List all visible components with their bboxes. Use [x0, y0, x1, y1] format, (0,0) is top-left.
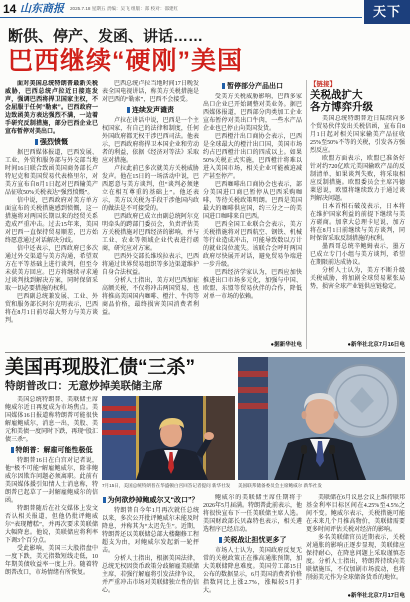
- body-paragraph: 卢拉在讲话中说，巴西是一个主权国家，有自己的法律和制度，任何外国政府都无权干涉巴西司法。他表示，巴西政府将捍卫本国企业和劳动者的利益，依据《经济对等法》采取应对措施。: [102, 118, 199, 164]
- page-number: 14: [3, 2, 17, 16]
- story1-column-3: [203, 80, 302, 349]
- body-paragraph: 多名美联储官员近期表示，关税对通胀的影响正逐步显现，美联储应保持耐心，在降息问题上采取谨慎态度。分析人士指出，特朗普持续向美联储施压，不仅加剧市场波动，也将削弱美元作为全球储备货币的地位。: [306, 535, 405, 581]
- body-paragraph: 巴西橙汁出口商协会表示，巴西是全球最大的橙汁出口国，美国市场约占巴西橙汁出口的四成以上。如果50%关税正式实施，巴西橙汁将难以进入美国市场，相关企业可能被迫减产甚至停产。: [203, 134, 302, 180]
- story1-lead: 面对美国总统特朗普最新关税威胁，巴西总统卢拉近日接连发声，强调巴西将捍卫国家主权，不会屈服于任何“勒索”。巴西政府一边致函美方表达强烈不满，一边着手研究反制措施，部分巴西企业已宣布暂停对美出口。: [5, 81, 98, 135]
- body-paragraph: 巴西经济学家认为，巴西应加快推进出口市场多元化，加强与中国、欧盟、东盟等贸易伙伴的合作，降低对单一市场的依赖。: [203, 270, 302, 300]
- body-paragraph: 美国总统特朗普近日陆续向多个贸易伙伴发出关税信函，宣布自8月1日起对相关国家输美产品征收25%至50%不等的关税，引发各方强烈反应。: [310, 116, 405, 154]
- body-paragraph: 分析人士指出，根据美国法律，总统无权因货币政策分歧解雇美联储主席，若强行解雇将引发法律争议，并严重冲击市场对美联储独立性的信心。: [102, 556, 199, 594]
- trump-photo-image: [102, 396, 235, 480]
- section-badge: 天下: [364, 0, 410, 24]
- body-paragraph: 墨西哥总统辛鲍姆表示，墨方已成立专门小组与美方谈判，希望在期限前达成协议。: [310, 244, 405, 266]
- story2-subhead-1: 特朗普：解雇可能性极低: [5, 446, 98, 455]
- sidebar-text: [310, 115, 405, 341]
- trump-photo: [102, 396, 235, 480]
- body-paragraph: 特朗普自今年1月再次就任总统以来，多次公开批评鲍威尔未能及时降息，并称其为“太迟先生”。近期，特朗普还以美联储总部大楼翻修工程超支为由，对鲍威尔发起新一轮抨击。: [102, 508, 199, 554]
- trump-photo-caption: 7月15日，美国总统特朗普在华盛顿白宫回答记者提问 新华社发: [102, 483, 231, 488]
- story1-column-2: [102, 80, 199, 349]
- story1-link-sidebar: [306, 80, 405, 349]
- story2-column-4-text: [306, 494, 405, 592]
- story1-subhead-2: 连续发声谴责: [102, 106, 199, 115]
- story-divider: [5, 352, 405, 353]
- powell-photo: [238, 357, 405, 480]
- body-paragraph: 信中还表示，巴西政府已多次通过外交渠道与美方沟通，希望双方在平等基础上进行谈判，但至今未获美方回应。巴方将继续寻求通过谈判找到解决方案，同时保留采取一切必要措施的权利。: [5, 246, 98, 292]
- sidebar-label: 【链接】: [310, 81, 336, 88]
- body-paragraph: 卢拉此前已多次就美方关税威胁发声。他在15日的一场活动中说，巴西愿意与美方谈判，但“谈判必须建立在相互尊重的基础上”。他还表示，美方以关税为手段干涉他国内政的做法是不可接受的。: [102, 166, 199, 212]
- story2-column-2: [102, 494, 199, 600]
- body-paragraph: 美联储在6月议息会议上维持联邦基金利率目标区间在4.25%至4.5%之间不变。鲍威尔表示，关税措施可能在未来几个月推高物价，美联储需要更多时间评估关税对经济的影响。: [306, 495, 405, 533]
- body-paragraph: 据巴西媒体报道，巴西发展、工业、外贸和服务部与外交部当地时间16日联合致函美国商务部长卢特尼克和美国贸易代表格里尔，对美方宣布自8月1日起对巴西输美产品征收50%关税表达“强烈愤慨”。: [5, 150, 98, 196]
- story2-column-4: [306, 494, 405, 600]
- body-paragraph: 受此影响，美国三大股指盘中一度下跌，美元指数短线走低，10年期美债收益率一度上升。随着特朗普改口，市场情绪有所恢复。: [5, 546, 98, 576]
- story1-kicker: 断供、停产、发函、讲话……: [8, 28, 204, 45]
- body-paragraph: 巴西咖啡出口商协会也表示，部分美国进口商已暂停从巴西采购咖啡，等待关税政策明朗。巴西是美国最大的咖啡供应国，约三分之一的美国进口咖啡来自巴西。: [203, 182, 302, 220]
- story1-source: ●据新华社电: [270, 342, 302, 348]
- body-paragraph: 特朗普随后在社交媒体上发文否认相关报道，但他仍批评鲍威尔“表现糟糕”，并再次要求美联储大幅降息。他说，美联储应将利率下调3个百分点。: [5, 506, 98, 544]
- body-paragraph: 巴西副总统兼发展、工业、外贸和服务部长阿尔克明表示，巴西将在8月1日前尽最大努力与美方谈判。: [5, 294, 98, 324]
- body-paragraph: 巴西全国工业联合会表示，美方关税措施将对巴西航空、钢铁、机械等行业造成冲击，可能导致数以万计的就业岗位流失。该联合会呼吁两国政府尽快展开对话，避免贸易争端进一步升级。: [203, 222, 302, 268]
- story2-subhead-2: 为何欲炒掉鲍威尔又“改口”？: [102, 496, 199, 505]
- story2-headline: 美国再现股汇债“三杀”: [5, 357, 196, 378]
- story1-subhead-3: 暂停部分产品出口: [203, 82, 302, 91]
- story1-subhead-1: 强烈愤慨: [5, 138, 98, 147]
- body-paragraph: 鲍威尔的美联储主席任期将于2026年5月届满。特朗普此前表示，他将很快宣布下一任美联储主席人选。美国财政部长贝森特也表示，相关遴选程序已经启动。: [203, 495, 302, 533]
- sidebar-source: ●新华社北京7月16日电: [347, 342, 405, 348]
- powell-photo-image: [238, 357, 405, 480]
- body-paragraph: 美国总统特朗普、美联储主席鲍威尔近日再度成为市场焦点。美国媒体16日报道称特朗普可能很快解雇鲍威尔，消息一出，美股、美元和美债一度同时下跌，再现“股汇债三杀”。: [5, 397, 98, 443]
- sidebar-title-line-2: 各方博弈升级: [310, 101, 373, 113]
- body-paragraph: 巴西外交部长维埃拉表示，巴西将通过世界贸易组织等多边渠道维护自身合法权益。: [102, 254, 199, 276]
- body-paragraph: 受美方关税威胁影响，巴西多家出口企业已开始调整对美业务。据巴西媒体报道，巴西部分肉类加工企业宣布暂停对美出口牛肉，一些水产品企业也已停止向美国发货。: [203, 94, 302, 132]
- story1-column-3-text: [203, 93, 302, 341]
- newspaper-name: 山东商报: [20, 3, 64, 15]
- issue-meta: 2025.7.18 星期五 责编：吴飞 组版：郑 校对：邵建红: [70, 6, 179, 11]
- sidebar-title-line-1: 关税战扩大: [310, 89, 363, 101]
- body-paragraph: 日本首相石破茂表示，日本将在维护国家利益的前提下继续与美方磋商。加拿大总理卡尼说，加方将在8月1日前继续与美方谈判，同时保留采取反制措施的权利。: [310, 204, 405, 242]
- body-paragraph: 分析人士指出，美方对巴西加征高额关税，不仅将冲击两国贸易，也将推高美国国内咖啡、橙汁、牛肉等商品价格，最终损害美国消费者利益。: [102, 278, 199, 316]
- body-paragraph: 市场人士认为，美国政府反复无常的关税政策正在推高通胀预期，加大美联储降息难度。美国劳工部15日公布的数据显示，6月美国消费者价格指数同比上涨2.7%，涨幅较5月扩大。: [203, 548, 302, 594]
- story2-subtitle: 特朗普改口：无意炒掉美联储主席: [5, 380, 163, 392]
- body-paragraph: 巴西总统卢拉当地时间17日晚发表全国电视讲话，称美方关税措施是对巴西的“勒索”，巴西不会接受。: [102, 81, 199, 103]
- body-paragraph: 欧盟方面表示，欧盟已准备好针对约720亿欧元美国输欧产品的反制清单，如果谈判失败，将采取相应反制措施。欧盟委员会主席冯德莱恩说，欧盟将继续致力于通过谈判解决问题。: [310, 156, 405, 202]
- story2-column-3: [203, 494, 302, 600]
- story1-column-1: [5, 80, 98, 349]
- header-rule: [0, 17, 362, 18]
- body-paragraph: 巴西政府已成立由副总统阿尔克明牵头的跨部门委员会，负责评估美方关税措施对巴西经济的影响，并与工业、农业等领域企业代表进行磋商，研究应对方案。: [102, 214, 199, 252]
- story2-subhead-3: 关税战让担忧更多了: [203, 536, 302, 545]
- body-paragraph: 特朗普16日在白宫对记者说，他“极不可能”解雇鲍威尔，除非鲍威尔因欺诈问题必须离职。此前有美国媒体援引知情人士消息称，特朗普已起草了一封解雇鲍威尔的信函。: [5, 458, 98, 504]
- story2-column-1: [5, 396, 98, 600]
- story2-source: ●新华社北京7月17日电: [347, 593, 405, 599]
- powell-photo-caption: 美国联邦储备委员会主席鲍威尔 新华社发: [238, 483, 322, 488]
- story1-headline: 巴西继续“硬刚”美国: [8, 47, 244, 75]
- body-paragraph: 信中说，巴西政府对美方单方面宣布的关税措施感到愤慨，这一措施将对两国长期以来的经贸关系造成严重冲击。过去15年来，美国对巴西一直保持贸易顺差，巴方始终愿意通过对话解决分歧。: [5, 198, 98, 244]
- body-paragraph: 分析人士认为，美方不断升级关税威胁，将加剧全球贸易紧张局势，损害全球产业链供应链稳定。: [310, 268, 405, 290]
